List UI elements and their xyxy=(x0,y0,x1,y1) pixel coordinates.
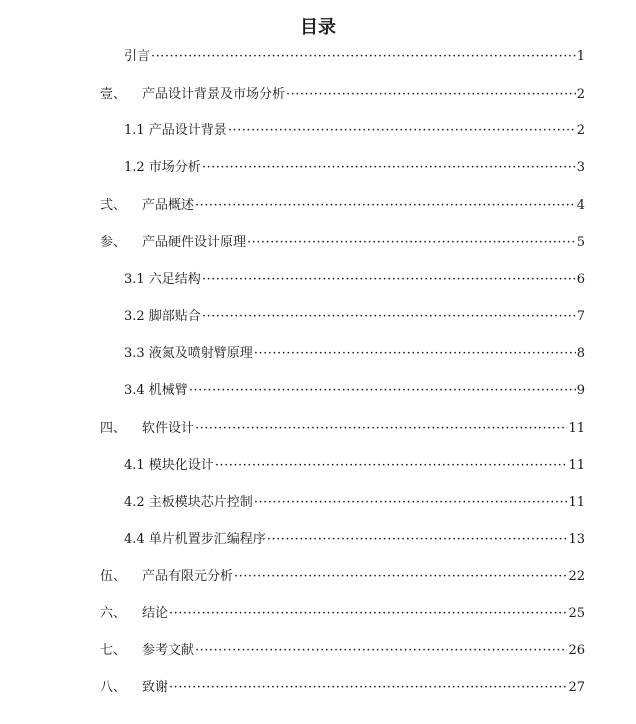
toc-entry-number: 八、 xyxy=(100,680,127,695)
toc-entry-page: 25 xyxy=(568,606,585,621)
toc-entry-page: 13 xyxy=(568,532,585,547)
toc-entry-label: 1.2 市场分析 xyxy=(124,160,201,175)
toc-entry-page: 26 xyxy=(568,643,585,658)
dot-leader xyxy=(228,121,576,141)
toc-entry-section-4-1[interactable] xyxy=(124,456,585,476)
toc-entry-number: 六、 xyxy=(100,606,127,621)
toc-entry-label: 4.2 主板模块芯片控制 xyxy=(124,495,253,510)
toc-entry-label: 4.4 单片机置步汇编程序 xyxy=(124,532,266,547)
toc-entry-label: 引言 xyxy=(124,49,151,64)
toc-entry-page: 9 xyxy=(576,383,585,398)
toc-entry-label: 3.4 机械臂 xyxy=(124,383,188,398)
toc-entry-label: 软件设计 xyxy=(142,421,195,436)
toc-entry-section-1-2[interactable] xyxy=(124,158,585,178)
toc-entry-page: 11 xyxy=(568,495,585,510)
toc-entry-chapter-3[interactable] xyxy=(100,233,585,253)
toc-entry-page: 22 xyxy=(568,569,585,584)
toc-entry-number: 参、 xyxy=(100,235,127,250)
toc-entry-page: 5 xyxy=(576,235,585,250)
toc-entry-page: 2 xyxy=(576,123,585,138)
toc-entry-label: 致谢 xyxy=(142,680,169,695)
dot-leader xyxy=(215,456,568,476)
toc-entry-label: 4.1 模块化设计 xyxy=(124,458,214,473)
toc-entry-label: 3.2 脚部贴合 xyxy=(124,309,201,324)
dot-leader xyxy=(202,307,576,327)
dot-leader xyxy=(189,381,576,401)
toc-entry-section-3-2[interactable] xyxy=(124,307,585,327)
toc-entry-number: 壹、 xyxy=(100,87,127,102)
toc-entry-chapter-2[interactable] xyxy=(100,196,585,216)
toc-entry-page: 4 xyxy=(576,198,585,213)
dot-leader xyxy=(267,530,568,550)
toc-entry-section-3-3[interactable] xyxy=(124,344,585,364)
dot-leader xyxy=(247,233,576,253)
toc-entry-label: 1.1 产品设计背景 xyxy=(124,123,227,138)
toc-entry-page: 8 xyxy=(576,346,585,361)
toc-entry-section-1-1[interactable] xyxy=(124,121,585,141)
dot-leader xyxy=(286,85,576,105)
toc-entry-section-3-1[interactable] xyxy=(124,270,585,290)
dot-leader xyxy=(195,196,576,216)
dot-leader xyxy=(254,344,576,364)
toc-entry-page: 2 xyxy=(576,87,585,102)
toc-entry-page: 1 xyxy=(576,49,585,64)
toc-entry-number: 四、 xyxy=(100,421,127,436)
toc-entry-label: 产品概述 xyxy=(142,198,195,213)
toc-entry-section-3-4[interactable] xyxy=(124,381,585,401)
dot-leader xyxy=(169,678,567,698)
dot-leader xyxy=(195,641,567,661)
toc-entry-page: 7 xyxy=(576,309,585,324)
toc-entry-page: 6 xyxy=(576,272,585,287)
dot-leader xyxy=(169,604,567,624)
toc-entry-label: 产品设计背景及市场分析 xyxy=(142,87,286,102)
toc-entry-label: 参考文献 xyxy=(142,643,195,658)
toc-entry-page: 11 xyxy=(568,421,585,436)
toc-entry-number: 伍、 xyxy=(100,569,127,584)
toc-entry-page: 3 xyxy=(576,160,585,175)
dot-leader xyxy=(202,158,576,178)
dot-leader xyxy=(202,270,576,290)
toc-entry-page: 27 xyxy=(568,680,585,695)
dot-leader xyxy=(254,493,568,513)
toc-entry-page: 11 xyxy=(568,458,585,473)
toc-entry-chapter-5[interactable] xyxy=(100,567,585,587)
toc-entry-introduction[interactable] xyxy=(124,47,585,67)
toc-entry-chapter-8[interactable] xyxy=(100,678,585,698)
dot-leader xyxy=(151,47,576,67)
toc-entry-section-4-2[interactable] xyxy=(124,493,585,513)
toc-entry-label: 3.1 六足结构 xyxy=(124,272,201,287)
toc-entry-label: 产品有限元分析 xyxy=(142,569,234,584)
toc-entry-label: 产品硬件设计原理 xyxy=(142,235,247,250)
toc-entry-label: 3.3 液氮及喷射臂原理 xyxy=(124,346,253,361)
toc-title: 目录 xyxy=(300,17,336,38)
toc-entry-label: 结论 xyxy=(142,606,169,621)
toc-entry-number: 七、 xyxy=(100,643,127,658)
toc-entry-chapter-1[interactable] xyxy=(100,85,585,105)
toc-entry-number: 弍、 xyxy=(100,198,127,213)
dot-leader xyxy=(234,567,567,587)
toc-entry-section-4-4[interactable] xyxy=(124,530,585,550)
toc-entry-chapter-4[interactable] xyxy=(100,419,585,439)
toc-entry-chapter-6[interactable] xyxy=(100,604,585,624)
dot-leader xyxy=(195,419,567,439)
toc-entry-chapter-7[interactable] xyxy=(100,641,585,661)
